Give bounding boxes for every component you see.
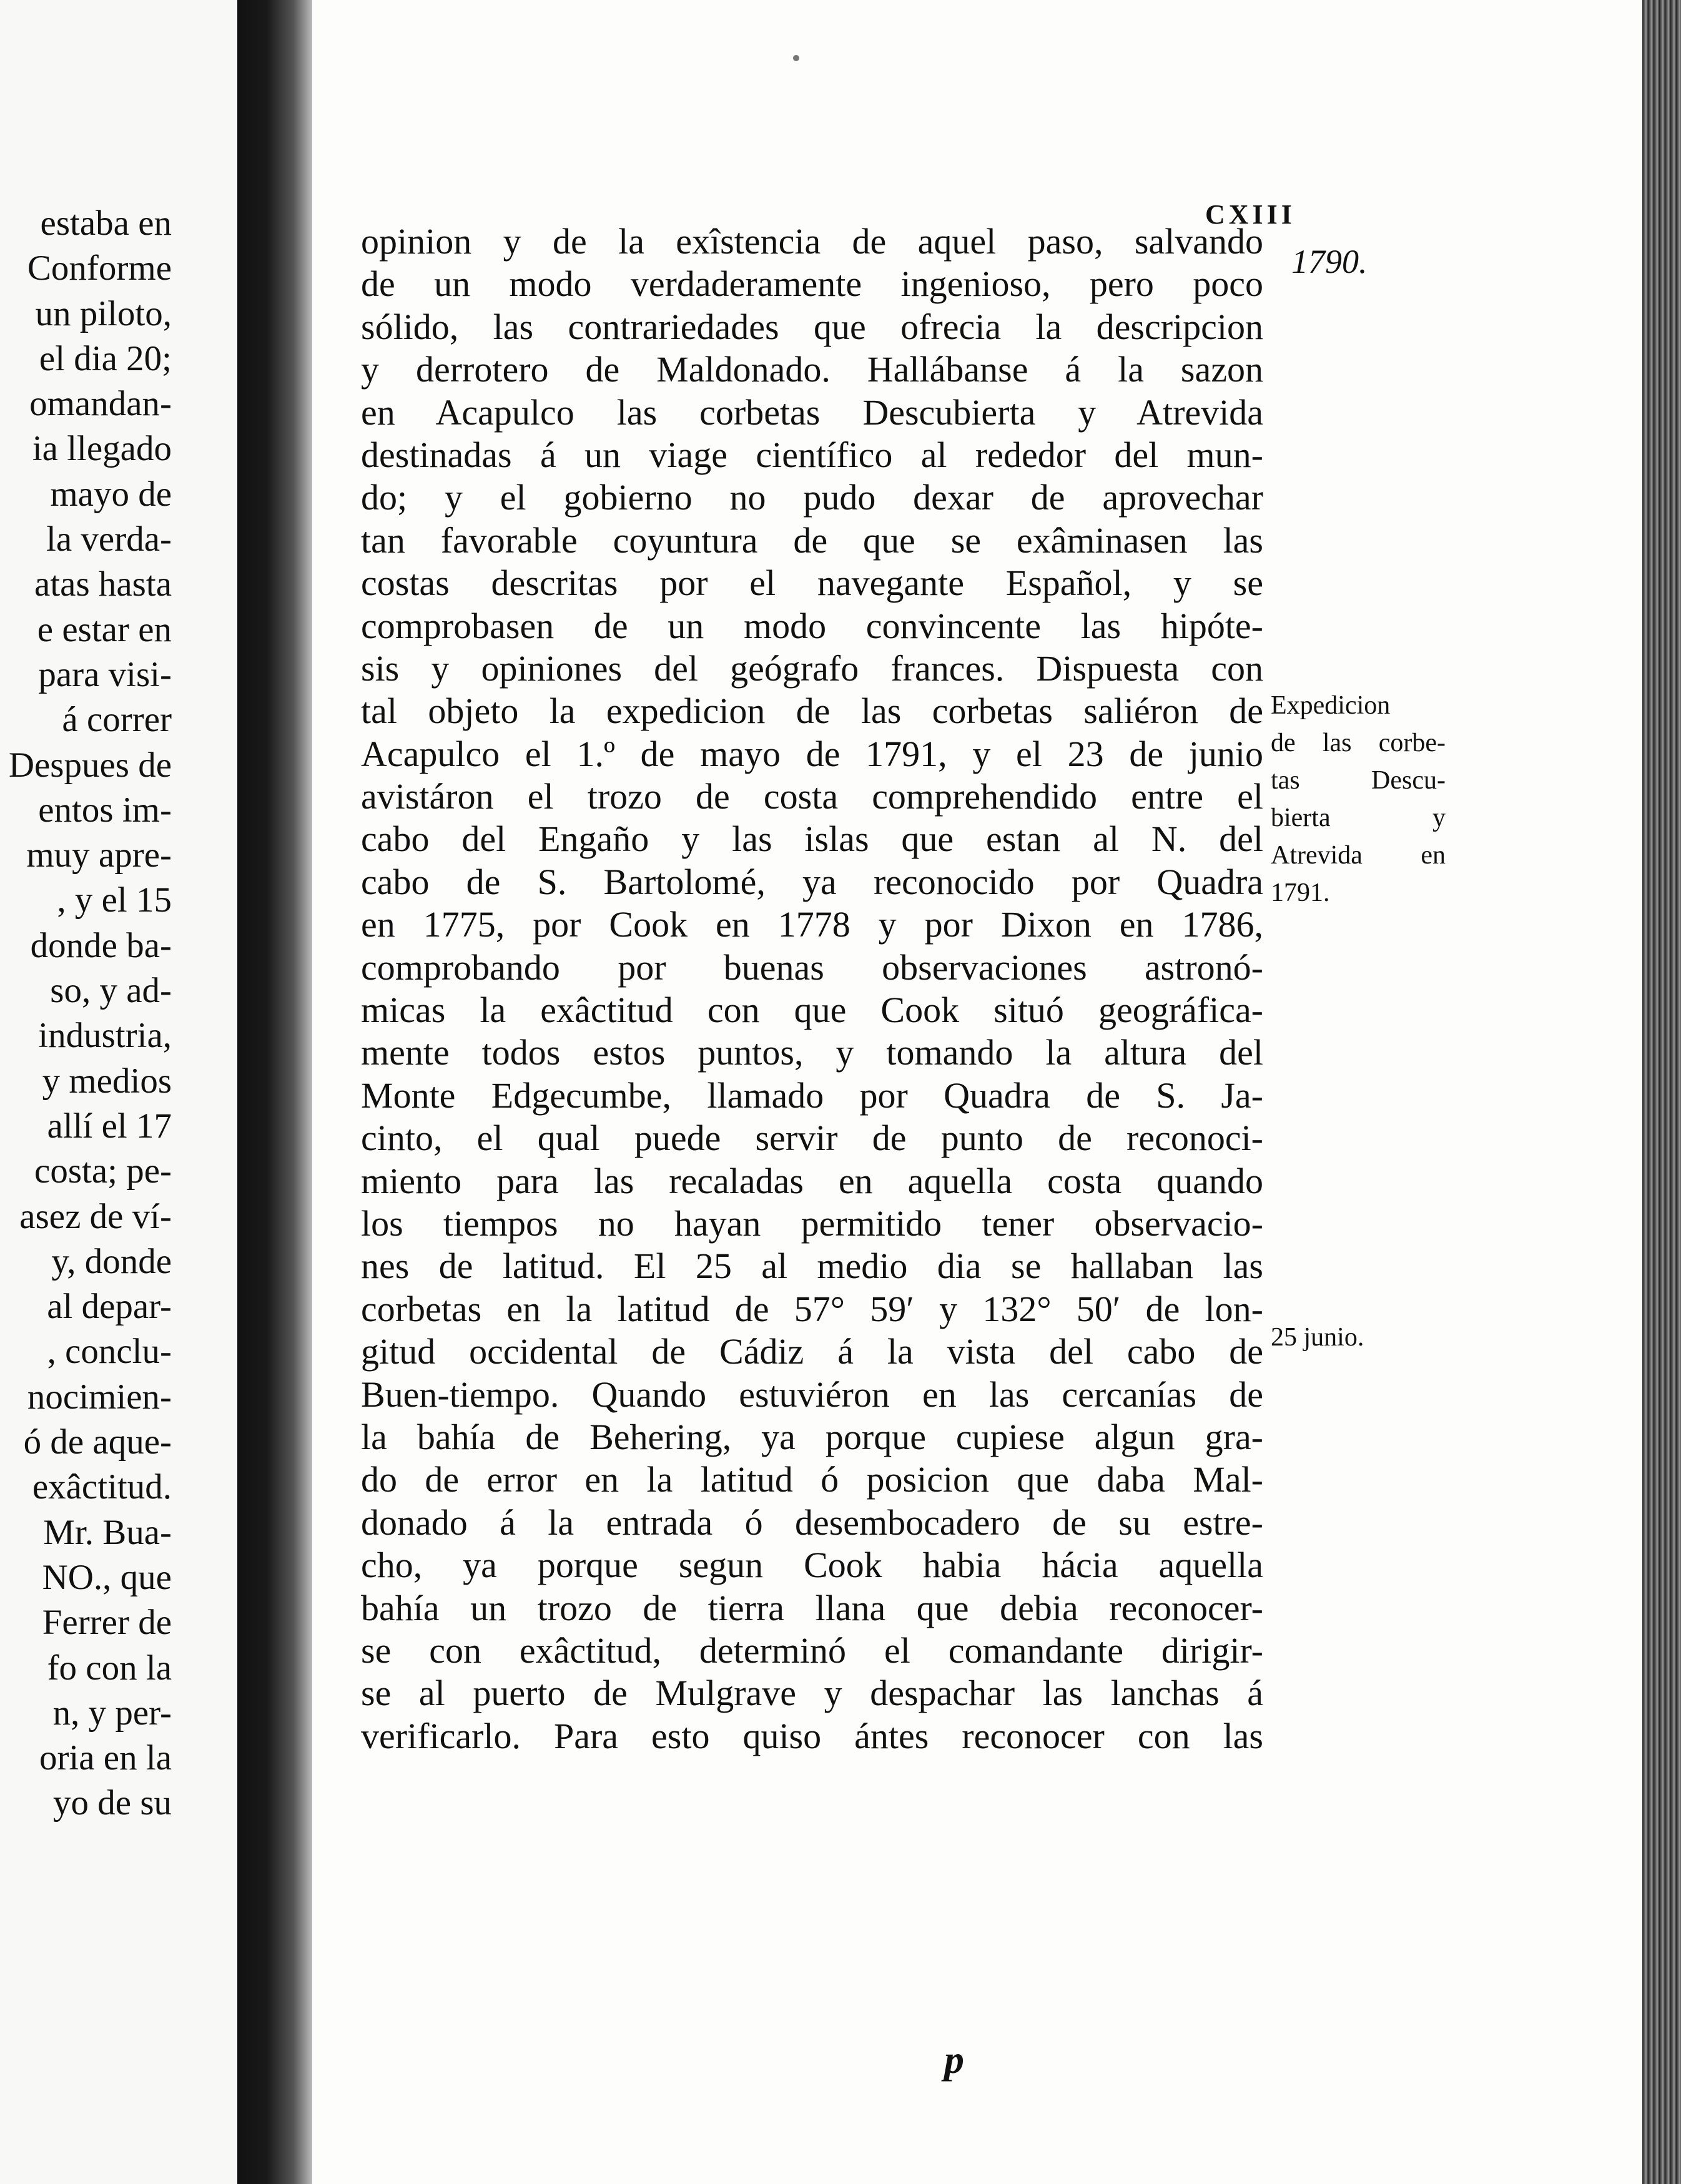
left-page-text [0, 201, 172, 1826]
left-line: oria en la [39, 1738, 172, 1778]
left-line: fo con la [47, 1648, 172, 1688]
marginal-line: de las corbe- [1271, 729, 1446, 757]
text-line: micas la exâctitud con que Cook situó geográfica- [361, 990, 1263, 1031]
text-line: sis y opiniones del geógrafo frances. Dispuesta con [361, 647, 1263, 689]
text-line: avistáron el trozo de costa comprehendido entre el [361, 776, 1263, 817]
left-page [0, 0, 237, 2184]
text-line: bahía un trozo de tierra llana que debia reconocer- [361, 1587, 1263, 1628]
left-line: n, y per- [52, 1693, 172, 1733]
left-line: NO., que [42, 1557, 172, 1597]
left-line: ia llegado [32, 429, 172, 469]
page-edges [1642, 0, 1681, 2184]
left-line: exâctitud. [32, 1467, 172, 1507]
text-line: Monte Edgecumbe, llamado por Quadra de S. Ja- [361, 1075, 1263, 1116]
left-line: y, donde [51, 1241, 172, 1281]
marginal-line: bierta y [1271, 804, 1446, 832]
text-line: cho, ya porque segun Cook habia hácia aquella [361, 1545, 1263, 1586]
left-line: , y el 15 [57, 880, 172, 920]
text-line: comprobando por buenas observaciones astronó- [361, 947, 1263, 988]
text-line: do; y el gobierno no pudo dexar de aprovechar [361, 477, 1263, 518]
text-line: tan favorable coyuntura de que se exâminasen las [361, 519, 1263, 561]
left-line: allí el 17 [47, 1106, 172, 1146]
left-line: Despues de [8, 745, 172, 785]
text-line: destinadas á un viage científico al rededor del mun- [361, 434, 1263, 475]
left-line: yo de su [53, 1783, 172, 1823]
text-line: nes de latitud. El 25 al medio dia se hallaban las [361, 1246, 1263, 1287]
text-line: Buen-tiempo. Quando estuviéron en las cercanías de [361, 1374, 1263, 1415]
page-number: CXIII [1205, 199, 1296, 230]
text-line: se al puerto de Mulgrave y despachar las lanchas á [361, 1673, 1263, 1714]
left-line: industria, [38, 1016, 172, 1056]
left-line: entos im- [38, 790, 172, 830]
text-line: en Acapulco las corbetas Descubierta y Atrevida [361, 391, 1263, 433]
left-line: un piloto, [35, 293, 172, 333]
text-line: mente todos estos puntos, y tomando la altura del [361, 1032, 1263, 1073]
text-line: los tiempos no hayan permitido tener observacio- [361, 1203, 1263, 1244]
text-line: cabo de S. Bartolomé, ya reconocido por Quadra [361, 861, 1263, 902]
text-line: tal objeto la expedicion de las corbetas saliéron de [361, 691, 1263, 732]
left-line: Ferrer de [42, 1603, 172, 1643]
left-line: donde ba- [30, 925, 172, 965]
text-line: opinion y de la exîstencia de aquel paso, salvando [361, 221, 1263, 262]
left-line: y medios [42, 1061, 172, 1101]
text-line: cabo del Engaño y las islas que estan al N. del [361, 819, 1263, 860]
left-line: Conforme [27, 248, 172, 288]
ink-dot [793, 55, 799, 61]
text-line: se con exâctitud, determinó el comandante dirigir- [361, 1630, 1263, 1671]
text-line: do de error en la latitud ó posicion que daba Mal- [361, 1459, 1263, 1500]
text-line: gitud occidental de Cádiz á la vista del cabo de [361, 1331, 1263, 1372]
text-line: costas descritas por el navegante Español, y se [361, 563, 1263, 604]
left-line: omandan- [29, 384, 172, 424]
text-line: Acapulco el 1.º de mayo de 1791, y el 23 de junio [361, 733, 1263, 774]
marginal-line: Expedicion [1271, 691, 1391, 720]
marginal-date: 25 junio. [1271, 1323, 1364, 1352]
book-gutter [237, 0, 312, 2184]
text-line: y derrotero de Maldonado. Hallábanse á la sazon [361, 349, 1263, 390]
left-line: á correr [62, 700, 172, 740]
left-line: muy apre- [26, 835, 172, 875]
left-line: asez de ví- [19, 1196, 172, 1236]
text-line: la bahía de Behering, ya porque cupiese algun gra- [361, 1416, 1263, 1457]
left-line: atas hasta [34, 564, 172, 604]
left-line: mayo de [50, 474, 172, 514]
left-line: ó de aque- [23, 1422, 172, 1462]
left-line: e estar en [37, 609, 172, 649]
text-line: verificarlo. Para esto quiso ántes reconocer con las [361, 1715, 1263, 1756]
left-line: so, y ad- [50, 971, 172, 1011]
left-line: el dia 20; [39, 338, 172, 378]
signature-mark: p [944, 2037, 964, 2082]
marginal-line: 1791. [1271, 878, 1330, 907]
marginal-note [1271, 687, 1446, 912]
text-line: comprobasen de un modo convincente las hipóte- [361, 605, 1263, 646]
left-line: la verda- [46, 519, 172, 559]
text-line: cinto, el qual puede servir de punto de reconoci- [361, 1118, 1263, 1159]
main-text-block [361, 220, 1263, 1758]
left-line: estaba en [40, 204, 172, 243]
text-line: donado á la entrada ó desembocadero de su estre- [361, 1502, 1263, 1543]
left-line: al depar- [47, 1287, 172, 1327]
text-line: de un modo verdaderamente ingenioso, pero poco [361, 263, 1263, 305]
text-line: en 1775, por Cook en 1778 y por Dixon en 1786, [361, 904, 1263, 945]
marginal-line: tas Descu- [1271, 766, 1446, 795]
left-line: , conclu- [47, 1332, 172, 1372]
left-line: costa; pe- [34, 1151, 172, 1191]
text-line: miento para las recaladas en aquella costa quando [361, 1160, 1263, 1201]
text-line: sólido, las contrariedades que ofrecia la descripcion [361, 306, 1263, 347]
left-line: nocimien- [27, 1377, 172, 1417]
left-line: para visi- [38, 654, 172, 694]
text-line: corbetas en la latitud de 57° 59′ y 132° 50′ de lon- [361, 1288, 1263, 1329]
marginal-line: Atrevida en [1271, 841, 1446, 870]
running-year: 1790. [1291, 243, 1368, 280]
left-line: Mr. Bua- [43, 1512, 172, 1552]
